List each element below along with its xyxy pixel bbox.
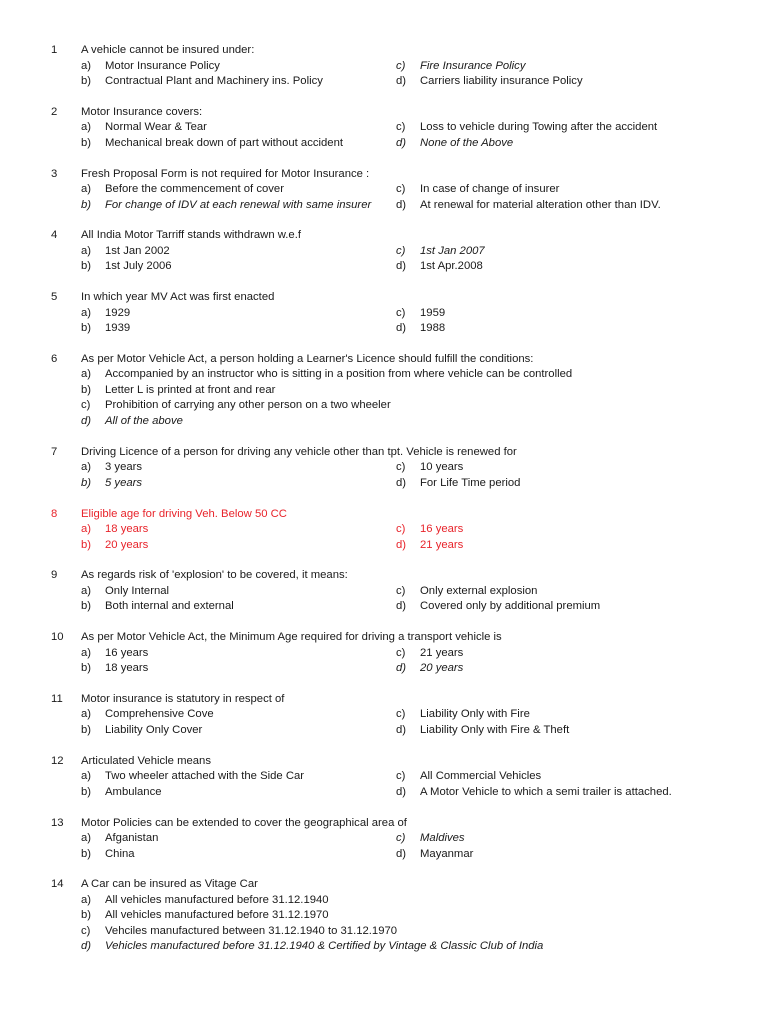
question-2 xyxy=(0,105,768,152)
option-row xyxy=(0,306,768,322)
question-number: 9 xyxy=(51,569,58,582)
option-text: Liability Only with Fire xyxy=(420,708,530,721)
option-label: c) xyxy=(396,832,406,845)
option-label: a) xyxy=(81,708,92,721)
question-6 xyxy=(0,352,768,430)
question-line xyxy=(0,228,768,244)
question-text: As per Motor Vehicle Act, the Minimum Age required for driving a transport vehicle is xyxy=(81,631,502,644)
option-text: Normal Wear & Tear xyxy=(105,121,207,134)
option-row xyxy=(0,414,768,430)
question-line xyxy=(0,290,768,306)
option-label: c) xyxy=(396,523,406,536)
option-text: Vehicles manufactured before 31.12.1940 & Certified by Vintage & Classic Club of India xyxy=(105,940,544,953)
option-text: All vehicles manufactured before 31.12.1970 xyxy=(105,909,329,922)
option-label: c) xyxy=(396,770,406,783)
question-number: 12 xyxy=(51,754,64,767)
question-5 xyxy=(0,290,768,337)
option-text: 21 years xyxy=(420,646,464,659)
question-number: 6 xyxy=(51,352,58,365)
question-line xyxy=(0,507,768,523)
option-label: d) xyxy=(396,476,407,489)
option-row xyxy=(0,136,768,152)
option-label: a) xyxy=(81,832,92,845)
option-row xyxy=(0,584,768,600)
option-label: d) xyxy=(396,785,407,798)
question-text: As per Motor Vehicle Act, a person holding a Learner's Licence should fulfill the conditions: xyxy=(81,352,534,365)
question-text: In which year MV Act was first enacted xyxy=(81,291,275,304)
option-label: a) xyxy=(81,306,92,319)
option-label: a) xyxy=(81,770,92,783)
option-label: b) xyxy=(81,723,92,736)
question-line xyxy=(0,754,768,770)
option-row xyxy=(0,908,768,924)
option-row xyxy=(0,460,768,476)
option-text: Accompanied by an instructor who is sitting in a position from where vehicle can be controlled xyxy=(105,368,573,381)
question-3 xyxy=(0,167,768,214)
question-number: 1 xyxy=(51,44,58,56)
question-8 xyxy=(0,507,768,554)
option-label: d) xyxy=(396,723,407,736)
question-line xyxy=(0,568,768,584)
question-10 xyxy=(0,630,768,677)
question-7 xyxy=(0,445,768,492)
option-text: Afganistan xyxy=(105,832,159,845)
option-label: a) xyxy=(81,121,92,134)
option-text: 21 years xyxy=(420,538,464,551)
option-text: 1959 xyxy=(420,306,446,319)
option-label: b) xyxy=(81,383,92,396)
option-text: 18 years xyxy=(105,523,149,536)
option-row xyxy=(0,707,768,723)
option-label: b) xyxy=(81,909,92,922)
option-text: None of the Above xyxy=(420,136,514,149)
option-row xyxy=(0,120,768,136)
option-row xyxy=(0,522,768,538)
option-row xyxy=(0,259,768,275)
option-label: b) xyxy=(81,260,92,273)
option-text: Liability Only with Fire & Theft xyxy=(420,723,570,736)
option-row xyxy=(0,661,768,677)
option-row xyxy=(0,599,768,615)
option-label: b) xyxy=(81,847,92,860)
option-text: In case of change of insurer xyxy=(420,183,560,196)
question-11 xyxy=(0,692,768,739)
option-row xyxy=(0,321,768,337)
question-number: 14 xyxy=(51,878,64,891)
question-4 xyxy=(0,228,768,275)
option-row xyxy=(0,59,768,75)
question-text: Motor insurance is statutory in respect of xyxy=(81,692,285,705)
option-text: 3 years xyxy=(105,461,143,474)
option-text: A Motor Vehicle to which a semi trailer is attached. xyxy=(420,785,672,798)
option-text: 10 years xyxy=(420,461,464,474)
question-line xyxy=(0,43,768,59)
question-line xyxy=(0,630,768,646)
question-line xyxy=(0,352,768,368)
option-label: c) xyxy=(396,646,406,659)
option-text: 1929 xyxy=(105,306,131,319)
option-row xyxy=(0,939,768,955)
question-text: Motor Policies can be extended to cover the geographical area of xyxy=(81,816,407,829)
question-number: 5 xyxy=(51,291,58,304)
option-text: 1st Jan 2007 xyxy=(420,244,485,257)
question-number: 3 xyxy=(51,167,58,180)
question-14 xyxy=(0,877,768,955)
question-line xyxy=(0,445,768,461)
option-text: Maldives xyxy=(420,832,465,845)
option-text: For Life Time period xyxy=(420,476,521,489)
option-label: c) xyxy=(396,584,406,597)
option-text: 20 years xyxy=(420,662,464,675)
option-row xyxy=(0,182,768,198)
option-text: 18 years xyxy=(105,662,149,675)
option-text: Comprehensive Cove xyxy=(105,708,214,721)
option-label: d) xyxy=(396,600,407,613)
option-text: Carriers liability insurance Policy xyxy=(420,75,583,87)
option-text: Fire Insurance Policy xyxy=(420,59,526,72)
option-label: d) xyxy=(396,75,407,87)
question-number: 13 xyxy=(51,816,64,829)
question-number: 4 xyxy=(51,229,58,242)
option-text: All Commercial Vehicles xyxy=(420,770,542,783)
question-number: 11 xyxy=(51,692,63,705)
option-row xyxy=(0,538,768,554)
option-label: a) xyxy=(81,59,92,72)
option-row xyxy=(0,367,768,383)
question-text: Eligible age for driving Veh. Below 50 CC xyxy=(81,507,287,520)
question-text: A vehicle cannot be insured under: xyxy=(81,44,255,56)
option-text: 16 years xyxy=(420,523,464,536)
question-document xyxy=(0,43,768,970)
question-9 xyxy=(0,568,768,615)
option-label: c) xyxy=(396,708,406,721)
option-row xyxy=(0,198,768,214)
option-label: a) xyxy=(81,461,92,474)
question-text: Fresh Proposal Form is not required for Motor Insurance : xyxy=(81,167,370,180)
option-text: Prohibition of carrying any other person on a two wheeler xyxy=(105,399,391,412)
option-label: b) xyxy=(81,75,92,87)
option-row xyxy=(0,924,768,940)
option-label: d) xyxy=(396,136,407,149)
option-label: b) xyxy=(81,600,92,613)
option-text: Only Internal xyxy=(105,584,170,597)
option-text: Loss to vehicle during Towing after the accident xyxy=(420,121,658,134)
option-row xyxy=(0,831,768,847)
question-line xyxy=(0,877,768,893)
question-text: Motor Insurance covers: xyxy=(81,105,203,118)
option-label: a) xyxy=(81,183,92,196)
option-text: All of the above xyxy=(105,414,183,427)
option-row xyxy=(0,476,768,492)
option-label: a) xyxy=(81,523,92,536)
option-label: c) xyxy=(396,183,406,196)
option-text: 1st Apr.2008 xyxy=(420,260,483,273)
question-text: A Car can be insured as Vitage Car xyxy=(81,878,258,891)
option-label: b) xyxy=(81,476,92,489)
question-number: 8 xyxy=(51,507,58,520)
question-13 xyxy=(0,816,768,863)
option-label: b) xyxy=(81,662,92,675)
question-number: 10 xyxy=(51,631,64,644)
option-label: d) xyxy=(396,322,407,335)
question-number: 7 xyxy=(51,445,58,458)
question-text: All India Motor Tarriff stands withdrawn w.e.f xyxy=(81,229,301,242)
option-text: 1st July 2006 xyxy=(105,260,172,273)
option-label: b) xyxy=(81,198,92,211)
option-label: d) xyxy=(396,662,407,675)
option-row xyxy=(0,244,768,260)
option-label: d) xyxy=(396,847,407,860)
option-text: Ambulance xyxy=(105,785,162,798)
option-label: a) xyxy=(81,893,92,906)
question-line xyxy=(0,692,768,708)
option-text: Letter L is printed at front and rear xyxy=(105,383,276,396)
question-line xyxy=(0,105,768,121)
option-text: China xyxy=(105,847,135,860)
option-label: b) xyxy=(81,136,92,149)
option-row xyxy=(0,383,768,399)
option-text: Mayanmar xyxy=(420,847,474,860)
question-text: As regards risk of 'explosion' to be covered, it means: xyxy=(81,569,348,582)
option-row xyxy=(0,74,768,90)
option-text: At renewal for material alteration other than IDV. xyxy=(420,198,661,211)
option-label: d) xyxy=(81,414,92,427)
option-text: Motor Insurance Policy xyxy=(105,59,220,72)
option-row xyxy=(0,785,768,801)
option-row xyxy=(0,398,768,414)
option-row xyxy=(0,769,768,785)
option-text: Only external explosion xyxy=(420,584,538,597)
option-row xyxy=(0,847,768,863)
option-text: Liability Only Cover xyxy=(105,723,203,736)
option-label: d) xyxy=(396,198,407,211)
option-text: 20 years xyxy=(105,538,149,551)
option-label: b) xyxy=(81,785,92,798)
option-text: 5 years xyxy=(105,476,143,489)
option-text: 1939 xyxy=(105,322,131,335)
option-text: Covered only by additional premium xyxy=(420,600,601,613)
option-label: c) xyxy=(396,121,406,134)
option-label: b) xyxy=(81,538,92,551)
question-1 xyxy=(0,43,768,90)
option-text: Both internal and external xyxy=(105,600,234,613)
option-label: d) xyxy=(396,538,407,551)
option-text: Before the commencement of cover xyxy=(105,183,284,196)
question-line xyxy=(0,816,768,832)
option-text: 16 years xyxy=(105,646,149,659)
option-label: a) xyxy=(81,244,92,257)
option-label: b) xyxy=(81,322,92,335)
option-label: d) xyxy=(81,940,92,953)
option-text: Contractual Plant and Machinery ins. Policy xyxy=(105,75,323,87)
option-row xyxy=(0,723,768,739)
option-text: 1st Jan 2002 xyxy=(105,244,170,257)
option-label: c) xyxy=(396,306,406,319)
option-text: For change of IDV at each renewal with same insurer xyxy=(105,198,372,211)
question-text: Driving Licence of a person for driving any vehicle other than tpt. Vehicle is renewed for xyxy=(81,445,517,458)
option-row xyxy=(0,893,768,909)
option-label: a) xyxy=(81,368,92,381)
question-text: Articulated Vehicle means xyxy=(81,754,211,767)
option-label: c) xyxy=(396,244,406,257)
option-label: d) xyxy=(396,260,407,273)
option-text: 1988 xyxy=(420,322,446,335)
option-label: a) xyxy=(81,646,92,659)
question-12 xyxy=(0,754,768,801)
option-label: c) xyxy=(396,461,406,474)
option-label: c) xyxy=(81,924,91,937)
option-label: c) xyxy=(81,399,91,412)
question-number: 2 xyxy=(51,105,58,118)
option-text: All vehicles manufactured before 31.12.1940 xyxy=(105,893,329,906)
option-text: Vehciles manufactured between 31.12.1940 to 31.12.1970 xyxy=(105,924,398,937)
option-row xyxy=(0,646,768,662)
option-label: a) xyxy=(81,584,92,597)
option-text: Two wheeler attached with the Side Car xyxy=(105,770,305,783)
option-text: Mechanical break down of part without accident xyxy=(105,136,343,149)
question-line xyxy=(0,167,768,183)
option-label: c) xyxy=(396,59,406,72)
